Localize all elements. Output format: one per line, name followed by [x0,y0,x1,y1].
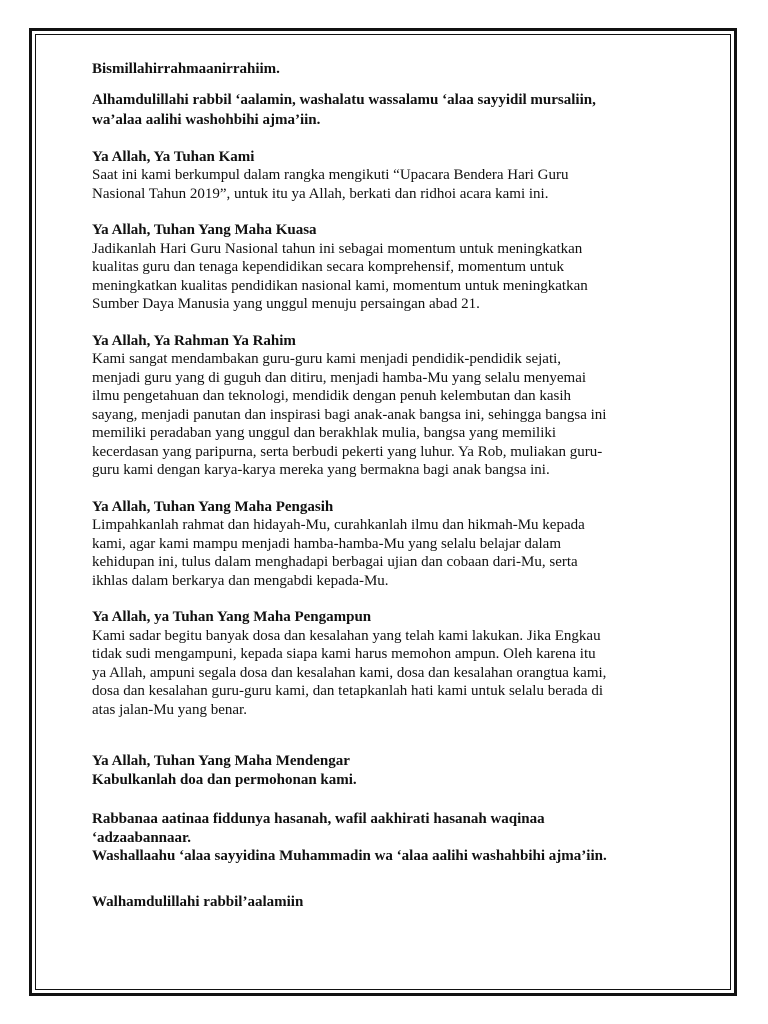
section-line: Sumber Daya Manusia yang unggul menuju persaingan abad 21. [92,296,480,312]
prayer-section [92,608,682,719]
section-line: Kami sadar begitu banyak dosa dan kesalahan yang telah kami lakukan. Jika Engkau [92,627,601,644]
section-line: atas jalan-Mu yang benar. [92,701,247,718]
section-line: Kami sangat mendambakan guru-guru kami menjadi pendidik-pendidik sejati, [92,351,562,367]
closing-prayer-line: Kabulkanlah doa dan permohonan kami. [92,771,357,788]
salutation-line: Alhamdulillahi rabbil ‘aalamin, washalatu wassalamu ‘alaa sayyidil mursaliin, [92,91,596,108]
prayer-section [92,221,682,314]
section-line: kualitas guru dan tenaga kependidikan secara komprehensif, momentum untuk [92,259,564,275]
section-line: ya Allah, ampuni segala dosa dan kesalahan kami, dosa dan kesalahan orangtua kami, [92,664,607,681]
rabbanaa-line: ‘adzaabannaar. [92,829,192,846]
rabbanaa-block [92,810,682,866]
closing-prayer-heading: Ya Allah, Tuhan Yang Maha Mendengar [92,753,350,769]
section-line: Nasional Tahun 2019”, untuk itu ya Allah, berkati dan ridhoi acara kami ini. [92,185,549,202]
salutation-line: wa’alaa aalihi washohbihi ajma’iin. [92,112,321,128]
closing-prayer-block [92,752,682,789]
section-line: ilmu pengetahuan dan teknologi, mendidik dengan penuh kelembutan dan kasih [92,388,572,404]
prayer-section [92,148,682,204]
section-line: sayang, menjadi panutan dan inspirasi bagi anak-anak bangsa ini, sehingga bangsa ini [92,406,607,423]
section-line: memiliki peradaban yang unggul dan berakhlak mulia, bangsa yang memiliki [92,425,557,441]
section-line: ikhlas dalam berkarya dan mengabdi kepada-Mu. [92,572,389,589]
document-body [92,60,682,911]
rabbanaa-line: Rabbanaa aatinaa fiddunya hasanah, wafil aakhirati hasanah waqinaa [92,811,545,827]
final-block [92,893,682,912]
salutation-block [92,91,682,130]
prayer-section [92,332,682,480]
section-line: dosa dan kesalahan guru-guru kami, dan tetapkanlah hati kami untuk selalu berada di [92,683,604,699]
section-heading: Ya Allah, Ya Rahman Ya Rahim [92,332,296,349]
section-line: kami, agar kami mampu menjadi hamba-hamba-Mu yang selalu belajar dalam [92,535,561,552]
section-line: meningkatkan kualitas pendidikan nasional kami, momentum untuk meningkatkan [92,277,588,294]
section-line: Limpahkanlah rahmat dan hidayah-Mu, curahkanlah ilmu dan hikmah-Mu kepada [92,517,585,533]
section-heading: Ya Allah, ya Tuhan Yang Maha Pengampun [92,609,372,625]
washallaahu-line: Washallaahu ‘alaa sayyidina Muhammadin wa ‘alaa aalihi washahbihi ajma’iin. [92,848,607,864]
final-line: Walhamdulillahi rabbil’aalamiin [92,893,304,910]
section-line: Jadikanlah Hari Guru Nasional tahun ini sebagai momentum untuk meningkatkan [92,240,583,257]
section-heading: Ya Allah, Ya Tuhan Kami [92,148,255,165]
prayer-section [92,498,682,591]
section-line: kehidupan ini, tulus dalam menghadapi berbagai ujian dan cobaan dari-Mu, serta [92,554,578,570]
section-line: menjadi guru yang di guguh dan ditiru, menjadi hamba-Mu yang selalu menyemai [92,369,587,386]
section-line: guru kami dengan karya-karya mereka yang bermakna bagi anak bangsa ini. [92,462,550,478]
section-heading: Ya Allah, Tuhan Yang Maha Kuasa [92,222,317,238]
opening-line: Bismillahirrahmaanirrahiim. [92,61,280,77]
section-line: Saat ini kami berkumpul dalam rangka mengikuti “Upacara Bendera Hari Guru [92,167,569,183]
section-heading: Ya Allah, Tuhan Yang Maha Pengasih [92,498,334,515]
section-line: tidak sudi mengampuni, kepada siapa kami harus memohon ampun. Oleh karena itu [92,646,596,662]
section-line: kecerdasan yang paripurna, serta berbudi pekerti yang luhur. Ya Rob, muliakan guru- [92,443,603,460]
